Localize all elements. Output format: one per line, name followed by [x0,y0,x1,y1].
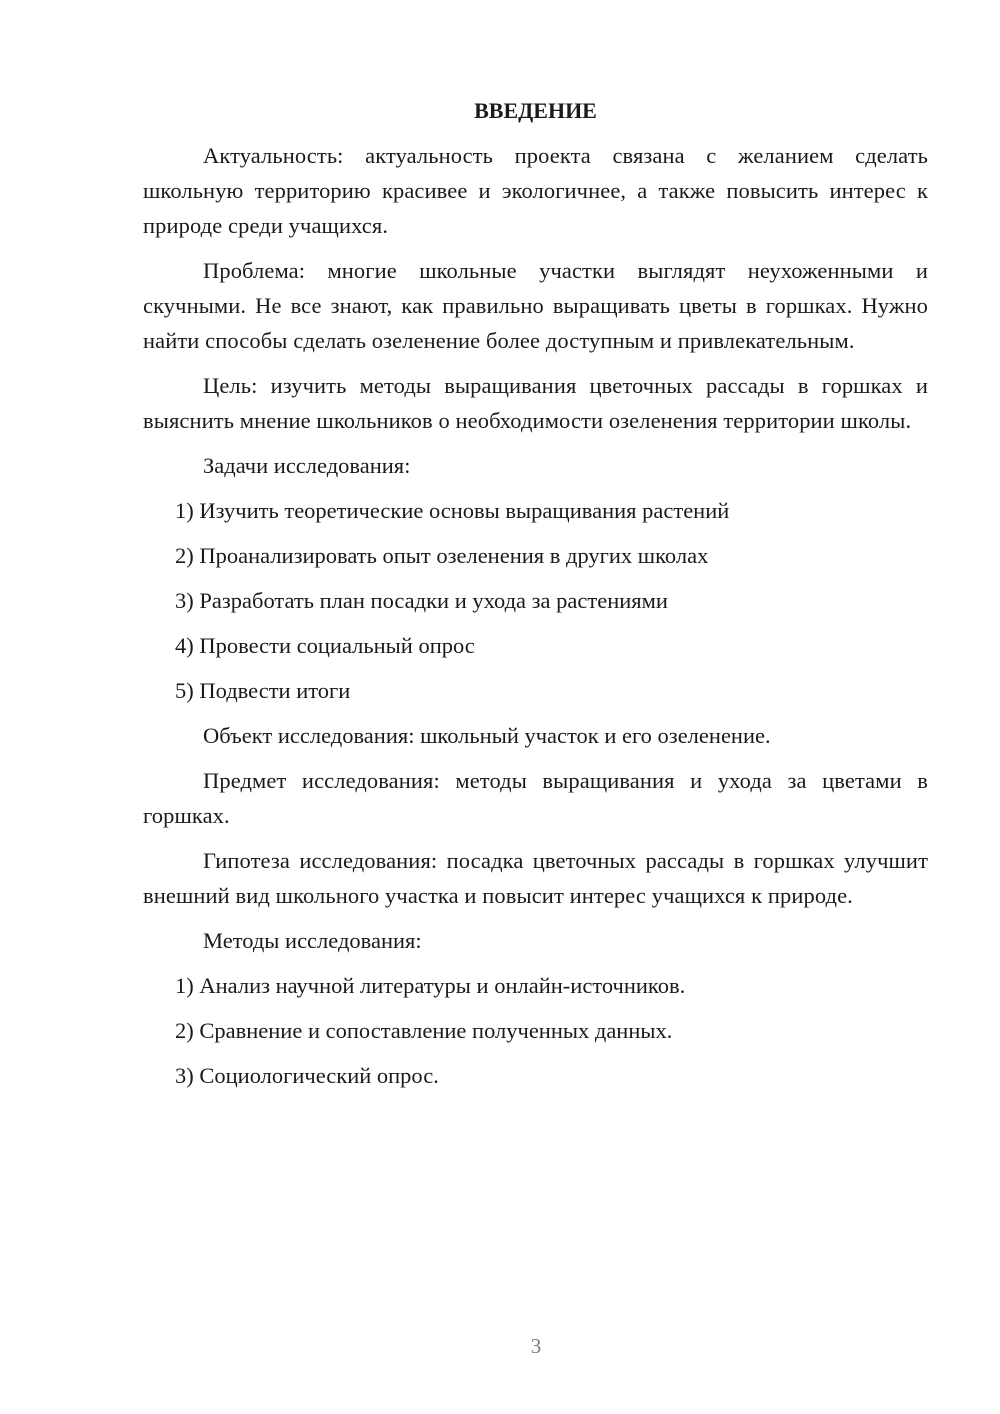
page-content [143,96,928,1103]
tasks-title: Задачи исследования: [203,453,411,478]
problem-paragraph: Проблема: многие школьные участки выглядят неухоженными и скучными. Не все знают, как правильно выращивать цветы в горшках. Нужно найти способы сделать озеленение более доступным и привлекательным. [143,258,928,353]
task-item: 1) Изучить теоретические основы выращивания растений [175,498,730,523]
method-item: 1) Анализ научной литературы и онлайн-источников. [175,973,686,998]
task-item: 2) Проанализировать опыт озеленения в других школах [175,543,709,568]
hypothesis-paragraph: Гипотеза исследования: посадка цветочных рассады в горшках улучшит внешний вид школьного участка и повысит интерес учащихся к природе. [143,848,928,908]
task-item: 3) Разработать план посадки и ухода за растениями [175,588,668,613]
section-heading: ВВЕДЕНИЕ [474,98,597,123]
methods-title: Методы исследования: [203,928,422,953]
method-item: 3) Социологический опрос. [175,1063,439,1088]
task-item: 5) Подвести итоги [175,678,351,703]
relevance-paragraph: Актуальность: актуальность проекта связана с желанием сделать школьную территорию красивее и экологичнее, а также повысить интерес к природе среди учащихся. [143,143,928,238]
method-item: 2) Сравнение и сопоставление полученных данных. [175,1018,673,1043]
subject-paragraph: Предмет исследования: методы выращивания и ухода за цветами в горшках. [143,768,928,828]
object-paragraph: Объект исследования: школьный участок и его озеленение. [203,723,771,748]
goal-paragraph: Цель: изучить методы выращивания цветочных рассады в горшках и выяснить мнение школьников о необходимости озеленения территории школы. [143,373,928,433]
page-number: 3 [530,1334,542,1358]
task-item: 4) Провести социальный опрос [175,633,475,658]
